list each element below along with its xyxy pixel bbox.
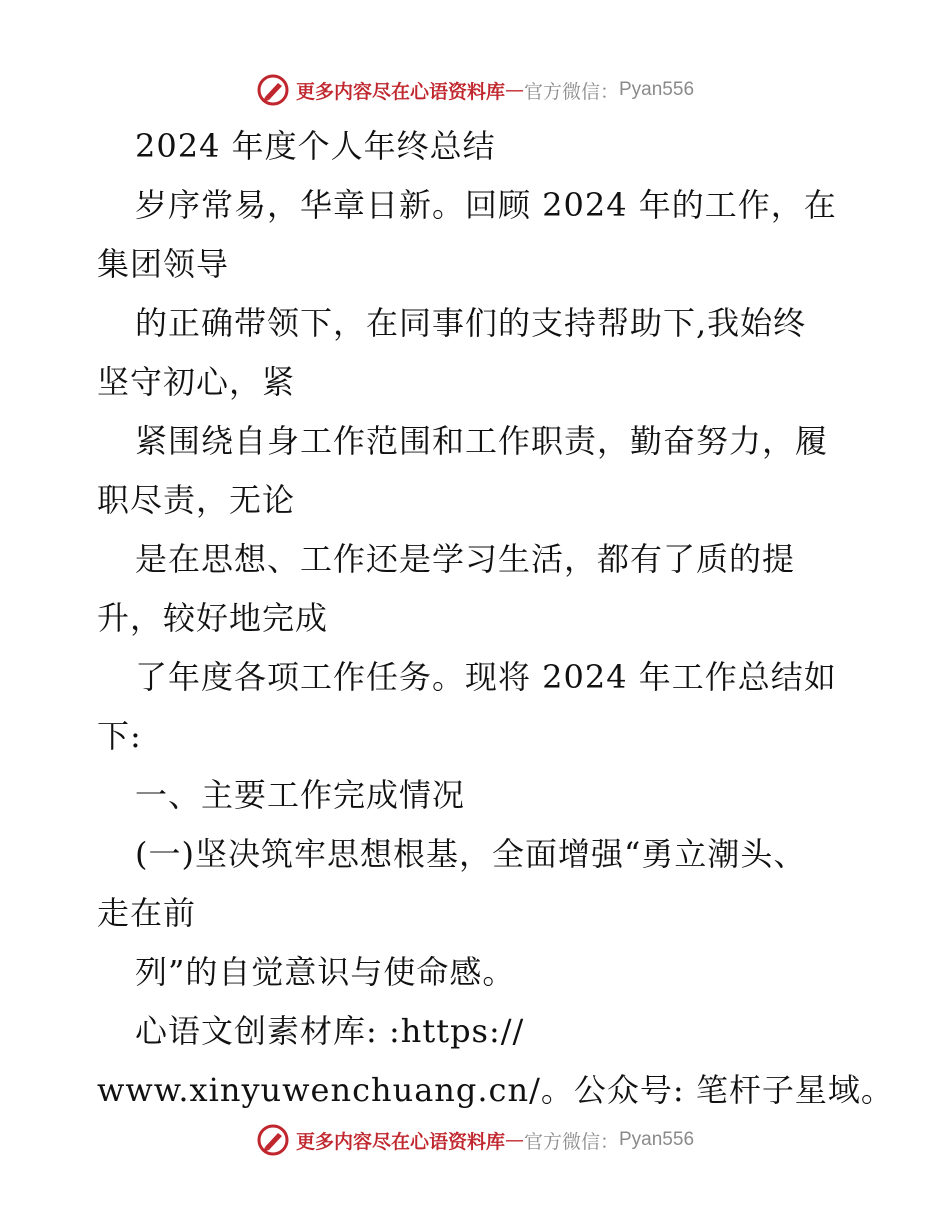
pen-logo-icon — [256, 1123, 290, 1157]
paragraph-line: 了年度各项工作任务。现将 2024 年工作总结如 — [135, 658, 837, 696]
source-url-line: www.xinyuwenchuang.cn/。公众号: 笔杆子星域。 — [97, 1071, 894, 1109]
watermark-brand-text: 更多内容尽在心语资料库 — [295, 1130, 505, 1153]
paragraph-line: 坚守初心，紧 — [97, 363, 296, 401]
pen-logo-icon — [256, 73, 290, 107]
paragraph-line: 列”的自觉意识与使命感。 — [135, 953, 516, 991]
watermark-wechat-label: 官方微信： — [523, 1130, 619, 1153]
document-title: 2024 年度个人年终总结 — [135, 127, 496, 165]
paragraph-line: 集团领导 — [97, 245, 230, 283]
watermark-brand-text: 更多内容尽在心语资料库 — [295, 80, 505, 103]
section-heading: 一、主要工作完成情况 — [135, 776, 466, 814]
paragraph-line: 升，较好地完成 — [97, 599, 329, 637]
subsection-heading: (一)坚决筑牢思想根基，全面增强“勇立潮头、 — [135, 835, 807, 873]
watermark-wechat-id: Pyan556 — [619, 79, 695, 100]
watermark-dash: — — [504, 79, 524, 101]
watermark-dash: — — [504, 1129, 524, 1151]
paragraph-line: 的正确带领下，在同事们的支持帮助下,我始终 — [135, 304, 807, 342]
watermark-wechat-label: 官方微信： — [523, 80, 619, 103]
watermark-banner-bottom — [0, 1120, 950, 1160]
paragraph-line: 是在思想、工作还是学习生活，都有了质的提 — [135, 540, 796, 578]
watermark-wechat-id: Pyan556 — [619, 1129, 695, 1150]
paragraph-line: 职尽责，无论 — [97, 481, 296, 519]
paragraph-line: 岁序常易，华章日新。回顾 2024 年的工作，在 — [135, 186, 837, 224]
paragraph-line: 走在前 — [97, 894, 197, 932]
source-line: 心语文创素材库: :https:// — [135, 1012, 525, 1050]
paragraph-line: 下: — [97, 717, 142, 755]
paragraph-line: 紧围绕自身工作范围和工作职责，勤奋努力，履 — [135, 422, 829, 460]
watermark-banner-top — [0, 70, 950, 110]
